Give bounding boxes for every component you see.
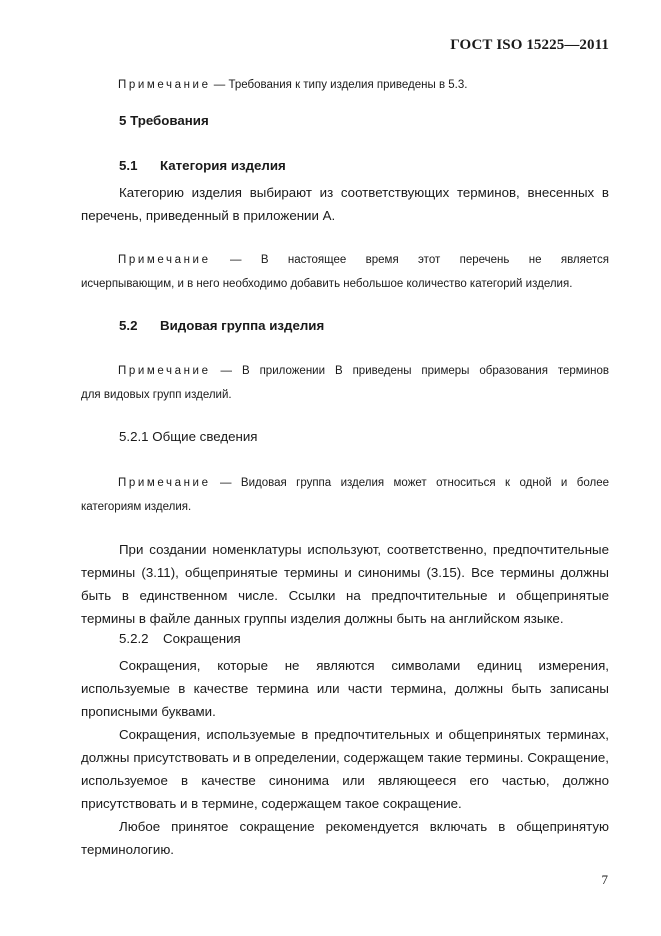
section-5-1-paragraph: Категорию изделия выбирают из соответствующих терминов, внесенных в перечень, приведенный в приложении А. xyxy=(81,185,609,223)
section-5-2-number: 5.2 xyxy=(119,318,138,333)
abbreviations-paragraph-1: Сокращения, которые не являются символами единиц измерения, используемые в качестве термина или части термина, должны быть записаны прописными буквами. xyxy=(81,658,609,719)
note-species-category: Примечание — Видовая группа изделия может относиться к одной и более категориям изделия. xyxy=(81,477,609,513)
note-label: Примечание xyxy=(118,79,211,91)
section-5-2-1-paragraph: При создании номенклатуры используют, соответственно, предпочтительные термины (3.11), общепринятые термины и синонимы (3.15). Все термины должны быть в единственном числе. Ссылки на предпочтительные и общепринятые термины в файле данных группы изделия должны быть на английском языке. xyxy=(81,542,609,626)
document-header: ГОСТ ISO 15225—2011 xyxy=(450,37,609,53)
section-5-2-1-title: 5.2.1 Общие сведения xyxy=(119,429,258,444)
section-5-2-2-number: 5.2.2 xyxy=(119,631,149,646)
abbreviations-paragraph-3: Любое принятое сокращение рекомендуется включать в общепринятую терминологию. xyxy=(81,819,609,857)
section-5-2-title: Видовая группа изделия xyxy=(160,318,325,333)
section-5-1-number: 5.1 xyxy=(119,158,138,173)
note-text: Требования к типу изделия приведены в 5.3. xyxy=(228,79,468,91)
section-5-title: 5 Требования xyxy=(119,113,209,128)
section-5-1-title: Категория изделия xyxy=(160,158,286,173)
section-5-2-2-title: Сокращения xyxy=(163,631,241,646)
note-category-list: Примечание — В настоящее время этот перечень не является исчерпывающим, и в него необходимо добавить небольшое количество категорий изделия. xyxy=(81,254,610,290)
note-types: Примечание — Требования к типу изделия приведены в 5.3. xyxy=(118,79,468,91)
note-species-examples: Примечание — В приложении В приведены примеры образования терминов для видовых групп изделий. xyxy=(81,365,609,401)
page-number: 7 xyxy=(601,872,608,887)
section-5-2-2-body xyxy=(81,654,609,861)
abbreviations-paragraph-2: Сокращения, используемые в предпочтительных и общепринятых терминах, должны присутствовать и в определении, содержащем такие термины. Сокращение, используемое в качестве синонима или являющееся его частью, должно присутствовать и в термине, содержащем такое сокращение. xyxy=(81,727,609,811)
